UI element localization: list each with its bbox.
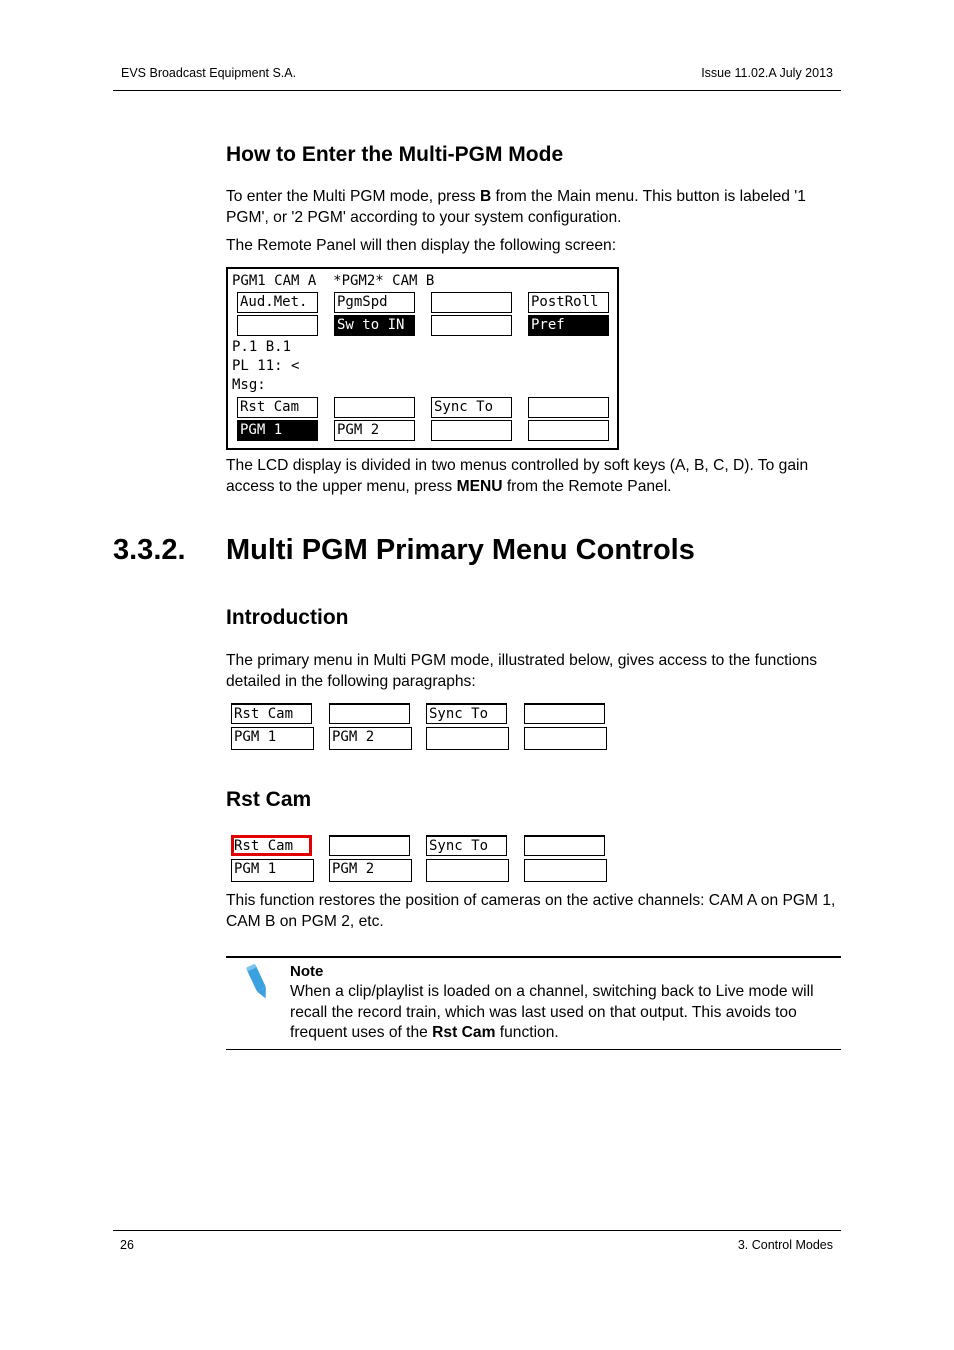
lcd-key-lower-d-bottom	[528, 420, 609, 441]
rst-cam-description: This function restores the position of cameras on the active channels: CAM A on PGM 1, CAM B on PGM 2, etc.	[226, 892, 836, 930]
menu-key-sync-to: Sync To	[426, 703, 507, 724]
header-rule	[113, 90, 841, 91]
footer-chapter: 3. Control Modes	[737, 1238, 833, 1252]
subsection-title-introduction: Introduction	[226, 606, 349, 629]
lcd-key-lower-c-bottom	[431, 420, 512, 441]
footer-page-number: 26	[120, 1238, 134, 1252]
pencil-icon	[242, 962, 274, 1002]
rst-cam-key-highlighted: Rst Cam	[231, 835, 312, 856]
lcd-message-line: Msg:	[232, 377, 266, 393]
menu-key-pgm1: PGM 1	[231, 727, 314, 750]
menu-key-c-bottom	[426, 727, 509, 750]
menu-key-d-top	[524, 703, 605, 724]
rst-cam-key-pgm1: PGM 1	[231, 859, 314, 882]
introduction-paragraph: The primary menu in Multi PGM mode, illustrated below, gives access to the functions detailed in the following paragraphs:	[226, 652, 818, 690]
lcd-key-rst-cam: Rst Cam	[237, 397, 318, 418]
menu-key-pgm2: PGM 2	[329, 727, 412, 750]
note-text: When a clip/playlist is loaded on a channel, switching back to Live mode will recall the record train, which was last used on that output. This avoids too frequent uses of the Rst Cam function.	[290, 983, 814, 1041]
menu-key-b-top	[329, 703, 410, 724]
lcd-key-pgm2: PGM 2	[334, 420, 415, 441]
note-top-rule	[226, 956, 841, 958]
lcd-key-postroll: PostRoll	[528, 292, 609, 313]
lcd-key-lower-d-top	[528, 397, 609, 418]
lcd-key-pgm1: PGM 1	[237, 420, 318, 441]
lcd-key-aud-met: Aud.Met.	[237, 292, 318, 313]
note-bottom-rule	[226, 1049, 841, 1050]
section-title-enter-multi-pgm: How to Enter the Multi-PGM Mode	[226, 143, 564, 166]
lcd-key-upper-a-bottom	[237, 315, 318, 336]
menu-key-d-bottom	[524, 727, 607, 750]
section-number: 3.3.2.	[113, 534, 186, 566]
lcd-position-line: P.1 B.1	[232, 339, 292, 355]
lcd-key-pref: Pref	[528, 315, 609, 336]
lcd-status-line: PGM1 CAM A *PGM2* CAM B	[232, 273, 435, 289]
menu-key-rst-cam: Rst Cam	[231, 703, 312, 724]
rst-cam-key-d-top	[524, 835, 605, 856]
rst-cam-key-b-top	[329, 835, 410, 856]
subsection-title-rst-cam: Rst Cam	[226, 788, 312, 811]
rst-cam-key-c-bottom	[426, 859, 509, 882]
rst-cam-key-sync-to: Sync To	[426, 835, 507, 856]
rst-cam-key-d-bottom	[524, 859, 607, 882]
lcd-screen	[226, 267, 619, 450]
rst-cam-key-pgm2: PGM 2	[329, 859, 412, 882]
header-company: EVS Broadcast Equipment S.A.	[121, 66, 297, 80]
lcd-playlist-line: PL 11: <	[232, 358, 300, 374]
lcd-key-upper-c-bottom	[431, 315, 512, 336]
remote-panel-paragraph: The Remote Panel will then display the following screen:	[226, 237, 617, 254]
header-issue: Issue 11.02.A July 2013	[701, 66, 833, 80]
footer-rule	[113, 1230, 841, 1231]
note-title: Note	[290, 963, 324, 980]
lcd-key-sync-to: Sync To	[431, 397, 512, 418]
lcd-key-pgmspd: PgmSpd	[334, 292, 415, 313]
section-title-primary-menu: Multi PGM Primary Menu Controls	[226, 534, 695, 566]
lcd-key-upper-c-top	[431, 292, 512, 313]
lcd-description-paragraph: The LCD display is divided in two menus controlled by soft keys (A, B, C, D). To gain access to the upper menu, press MENU from the Remote Panel.	[226, 457, 809, 495]
enter-instructions-paragraph: To enter the Multi PGM mode, press B from the Main menu. This button is labeled '1 PGM', or '2 PGM' according to your system configuration.	[226, 188, 806, 226]
lcd-key-sw-to-in: Sw to IN	[334, 315, 415, 336]
lcd-key-lower-b-top	[334, 397, 415, 418]
